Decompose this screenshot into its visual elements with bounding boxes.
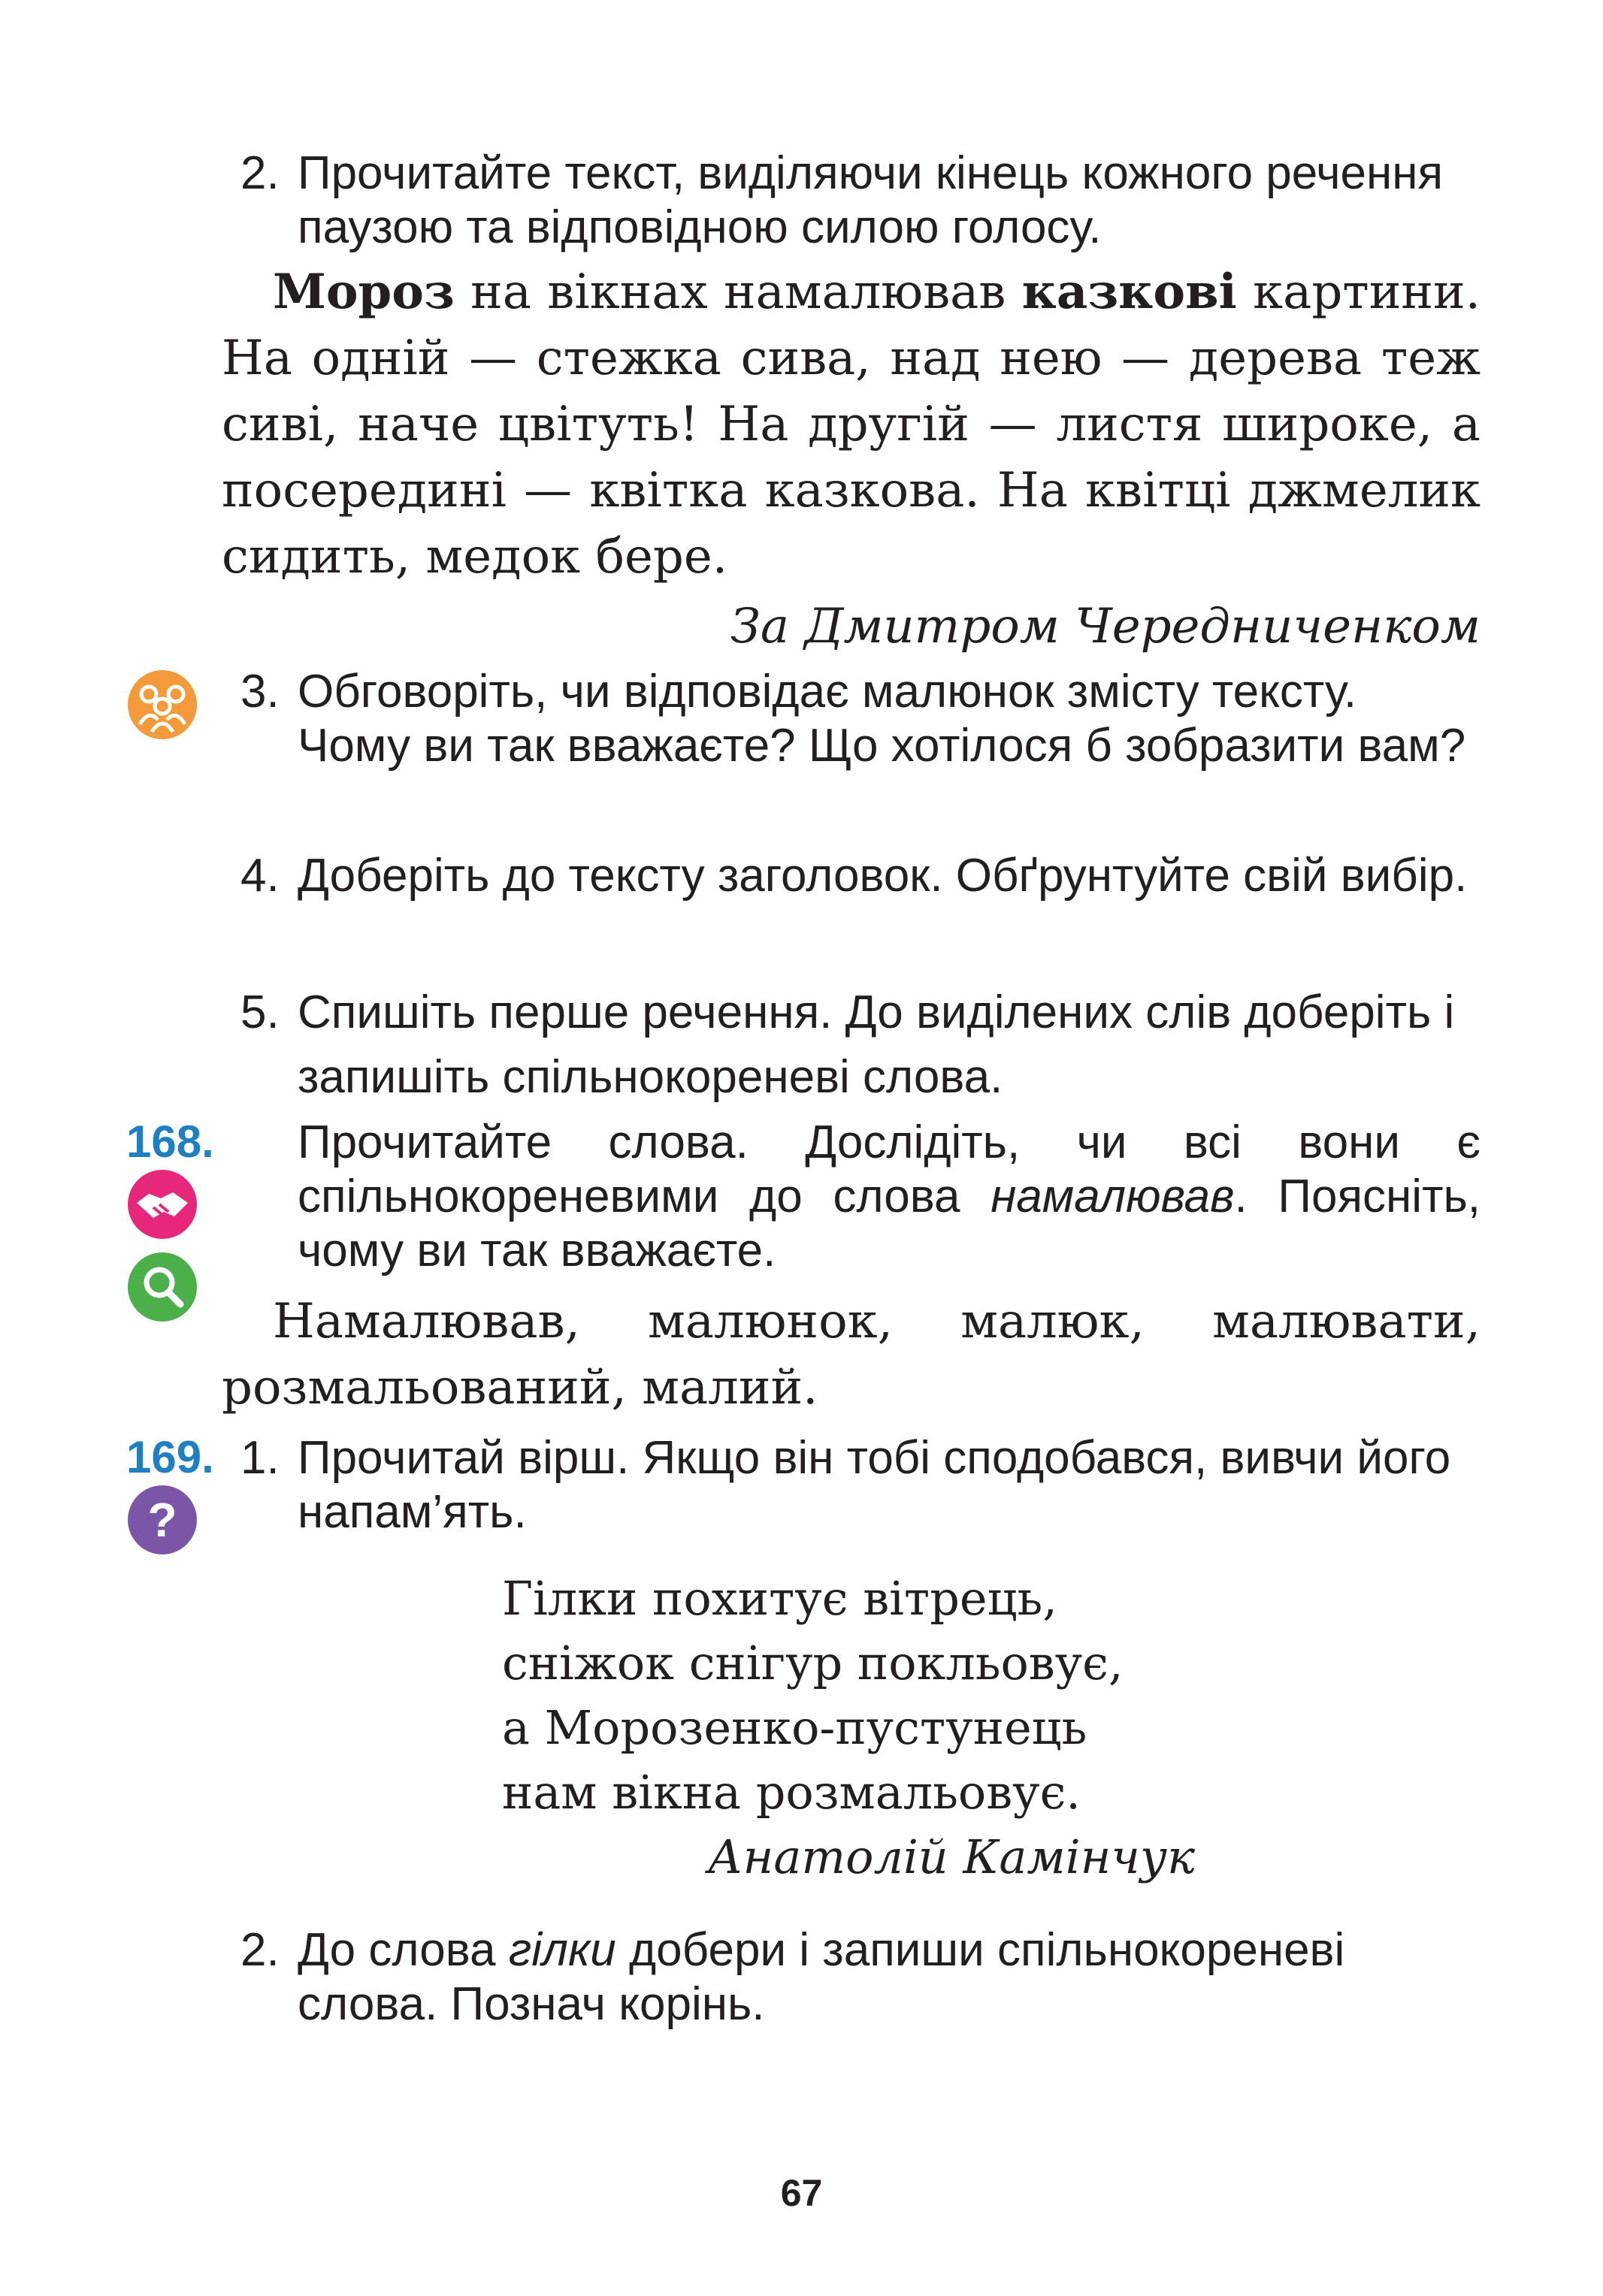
handshake-icon	[126, 1168, 198, 1240]
poem-line: сніжок снігур покльовує,	[502, 1636, 1124, 1690]
task-2-ex169	[240, 1923, 1481, 2032]
task-text: Обговоріть, чи відповідає малюнок змісту тексту. Чому ви так вважаєте? Що хотілося б зобразити вам?	[298, 666, 1466, 772]
poem-author: Анатолій Камінчук	[707, 1829, 1195, 1884]
text-part: на вікнах намалював	[454, 264, 1022, 320]
task-number: 2.	[240, 147, 280, 199]
page-number: 67	[780, 2172, 823, 2214]
task-2	[240, 147, 1481, 255]
task-text: До слова	[298, 1924, 509, 1976]
text-part: картини. На одній — стежка сива, над нею — дерева теж сиві, наче цвітуть! На другій — листя широке, а посередині — квітка казкова. На квітці джмелик сидить, медок бере.	[222, 264, 1481, 585]
question-icon	[126, 1484, 198, 1556]
poem	[502, 1566, 1124, 1825]
magnifier-icon	[126, 1251, 198, 1323]
exercise-number: 169.	[126, 1432, 214, 1482]
task-text: . Поясніть, чому ви так вважаєте.	[298, 1171, 1481, 1276]
task-text: Доберіть до тексту заголовок. Обґрунтуйте свій вибір.	[298, 850, 1468, 902]
emphasized-word: намалював	[991, 1171, 1235, 1222]
poem-line: нам вікна розмальовує.	[502, 1765, 1081, 1820]
task-1	[240, 1431, 1481, 1539]
task-text: Прочитайте текст, виділяючи кінець кожного речення паузою та відповідною силою голосу.	[298, 147, 1444, 253]
poem-line: а Морозенко-пустунець	[502, 1700, 1087, 1755]
task-number: 4.	[240, 850, 280, 902]
highlighted-word: казкові	[1021, 264, 1237, 320]
reading-text	[222, 259, 1481, 590]
task-text: добери і запиши спільнокореневі слова. Познач корінь.	[298, 1924, 1345, 2030]
task-number: 2.	[240, 1924, 280, 1976]
svg-text:?: ?	[147, 1493, 177, 1547]
emphasized-word: гілки	[508, 1924, 616, 1976]
task-5	[240, 980, 1481, 1110]
task-text: Прочитай вірш. Якщо він тобі сподобався, вивчи його напам’ять.	[298, 1432, 1451, 1538]
task-number: 1.	[240, 1432, 280, 1484]
group-discussion-icon	[126, 669, 198, 741]
exercise-number: 168.	[126, 1116, 214, 1167]
exercise-168-task	[298, 1116, 1481, 1278]
task-number: 3.	[240, 666, 280, 718]
text-author: За Дмитром Чередниченком	[730, 599, 1481, 654]
word-list: Намалював, малюнок, малюк, малювати, розмальований, малий.	[222, 1294, 1481, 1415]
poem-line: Гілки похитує вітрець,	[502, 1571, 1057, 1626]
task-3	[240, 665, 1481, 773]
task-number: 5.	[240, 986, 280, 1038]
highlighted-word: Мороз	[273, 264, 455, 320]
task-4	[240, 849, 1481, 903]
task-text: Прочитайте слова. Дослідіть, чи всі вони є спільнокореневими до слова	[298, 1116, 1481, 1222]
task-text: Спишіть перше речення. До виділених слів доберіть і запишіть спільнокореневі слова.	[298, 986, 1455, 1103]
